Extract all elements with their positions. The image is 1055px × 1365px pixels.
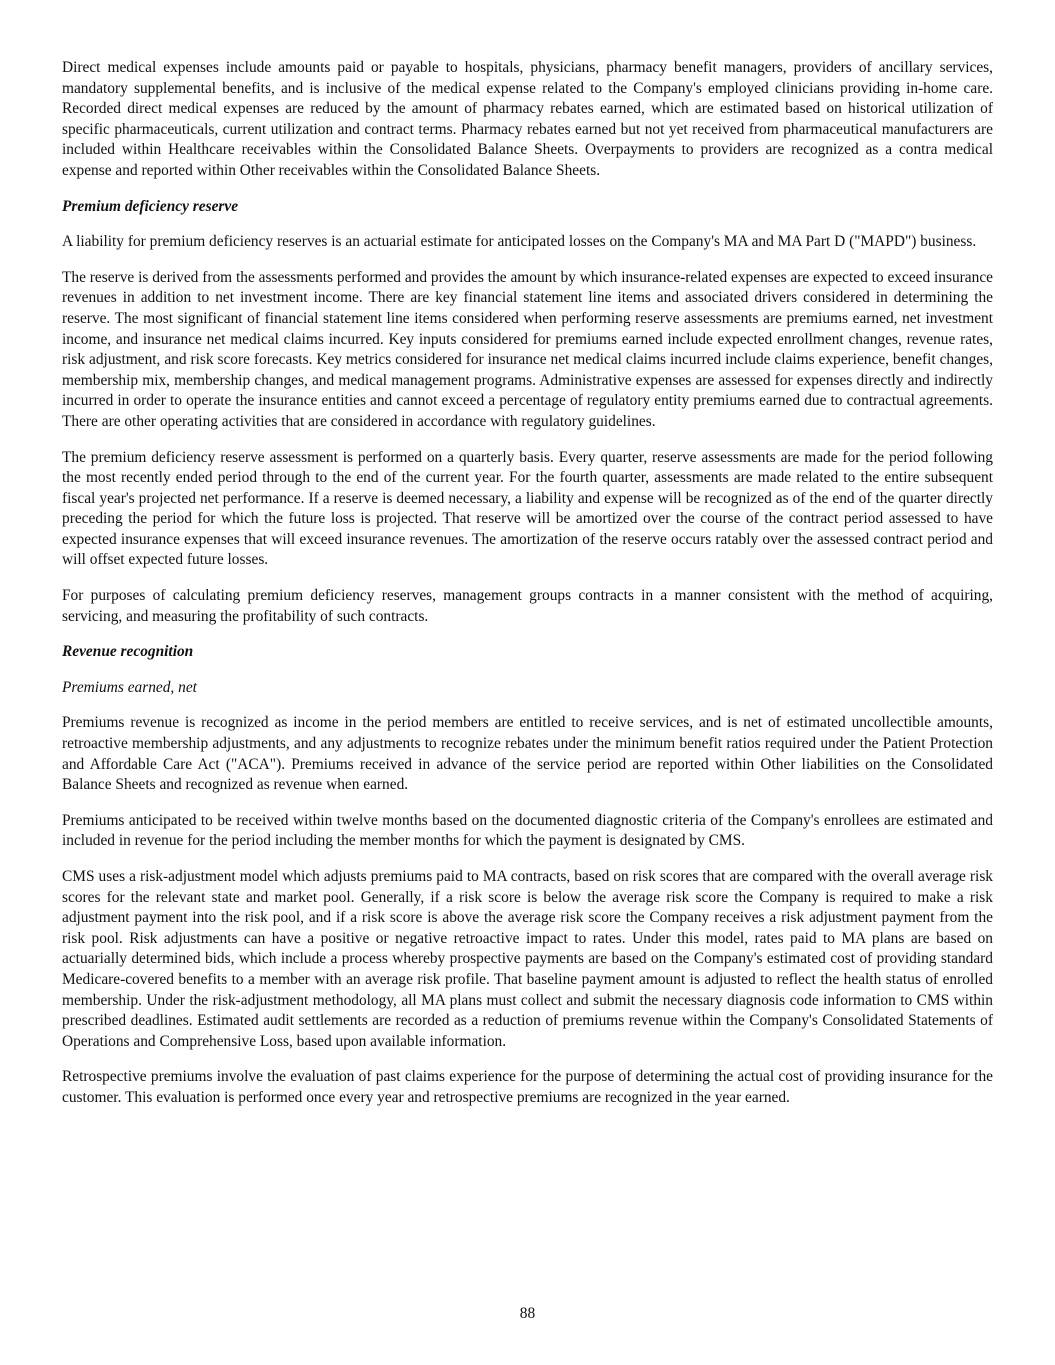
paragraph-retrospective-premiums: Retrospective premiums involve the evaluation of past claims experience for the purpose of determining the actual cost of providing insurance for the customer. This evaluation is performed once every year and retrospective premiums are recognized in the year earned.	[62, 1068, 993, 1106]
document-page	[62, 58, 993, 1124]
subheading-premiums-earned-net: Premiums earned, net	[62, 678, 197, 696]
page-number: 88	[519, 1305, 536, 1322]
paragraph-direct-medical-expenses: Direct medical expenses include amounts paid or payable to hospitals, physicians, pharmacy benefit managers, providers of ancillary services, mandatory supplemental benefits, and is inclusive of the medical expense related to the Company's employed clinicians providing in-home care. Recorded direct medical expenses are reduced by the amount of pharmacy rebates earned, which are estimated based on historical utilization of specific pharmaceuticals, current utilization and contract terms. Pharmacy rebates earned but not yet received from pharmaceutical manufacturers are included within Healthcare receivables within the Consolidated Balance Sheets. Overpayments to providers are recognized as a contra medical expense and reported within Other receivables within the Consolidated Balance Sheets.	[62, 59, 993, 179]
section-heading-revenue-recognition: Revenue recognition	[62, 643, 194, 661]
section-heading-premium-deficiency-reserve: Premium deficiency reserve	[62, 197, 239, 215]
paragraph-pdr-quarterly-assessment: The premium deficiency reserve assessment is performed on a quarterly basis. Every quarter, reserve assessments are made for the period following the most recently ended period through to the end of the current year. For the fourth quarter, assessments are made related to the entire subsequent fiscal year's projected net performance. If a reserve is deemed necessary, a liability and expense will be recognized as of the end of the quarter directly preceding the period for which the future loss is projected. That reserve will be amortized over the course of the contract period assessed to have expected insurance expenses that will exceed insurance revenues. The amortization of the reserve occurs ratably over the assessed contract period and will offset expected future losses.	[62, 448, 993, 569]
paragraph-pdr-liability: A liability for premium deficiency reserves is an actuarial estimate for anticipated losses on the Company's MA and MA Part D ("MAPD") business.	[62, 233, 977, 251]
paragraph-premiums-anticipated: Premiums anticipated to be received within twelve months based on the documented diagnostic criteria of the Company's enrollees are estimated and included in revenue for the period including the member months for which the payment is designated by CMS.	[62, 811, 993, 850]
paragraph-cms-risk-adjustment: CMS uses a risk-adjustment model which adjusts premiums paid to MA contracts, based on risk scores that are compared with the overall average risk scores for the relevant state and market pool. Generally, if a risk score is below the average risk score the Company is required to make a risk adjustment payment into the risk pool, and if a risk score is above the average risk score the Company receives a risk adjustment payment from the risk pool. Risk adjustments can have a positive or negative retroactive impact to rates. Under this model, rates paid to MA plans are based on actuarially determined bids, which include a process whereby prospective payments are based on the Company's estimated cost of providing standard Medicare-covered benefits to a member with an average risk profile. That baseline payment amount is adjusted to reflect the health status of enrolled membership. Under the risk-adjustment methodology, all MA plans must collect and submit the necessary diagnosis code information to CMS within prescribed deadlines. Estimated audit settlements are recorded as a reduction of premiums revenue within the Company's Consolidated Statements of Operations and Comprehensive Loss, based upon available information.	[62, 868, 993, 1050]
paragraph-pdr-grouping: For purposes of calculating premium deficiency reserves, management groups contracts in a manner consistent with the method of acquiring, servicing, and measuring the profitability of such contracts.	[62, 587, 993, 625]
paragraph-premiums-revenue: Premiums revenue is recognized as income in the period members are entitled to receive services, and is net of estimated uncollectible amounts, retroactive membership adjustments, and any adjustments to recognize rebates under the minimum benefit ratios required under the Patient Protection and Affordable Care Act ("ACA"). Premiums received in advance of the service period are reported within Other liabilities on the Consolidated Balance Sheets and recognized as revenue when earned.	[62, 714, 993, 794]
paragraph-pdr-derivation: The reserve is derived from the assessments performed and provides the amount by which insurance-related expenses are expected to exceed insurance revenues in addition to net investment income. There are key financial statement line items and associated drivers considered in determining the reserve. The most significant of financial statement line items considered when performing reserve assessments are premiums earned, net investment income, and insurance net medical claims incurred. Key inputs considered for premiums earned include expected enrollment changes, revenue rates, risk adjustment, and risk score forecasts. Key metrics considered for insurance net medical claims incurred include claims experience, benefit changes, membership mix, membership changes, and medical management programs. Administrative expenses are assessed for expenses directly and indirectly incurred in order to operate the insurance entities and cannot exceed a percentage of regulatory entity premiums earned due to contractual agreements. There are other operating activities that are considered in accordance with regulatory guidelines.	[62, 268, 993, 430]
